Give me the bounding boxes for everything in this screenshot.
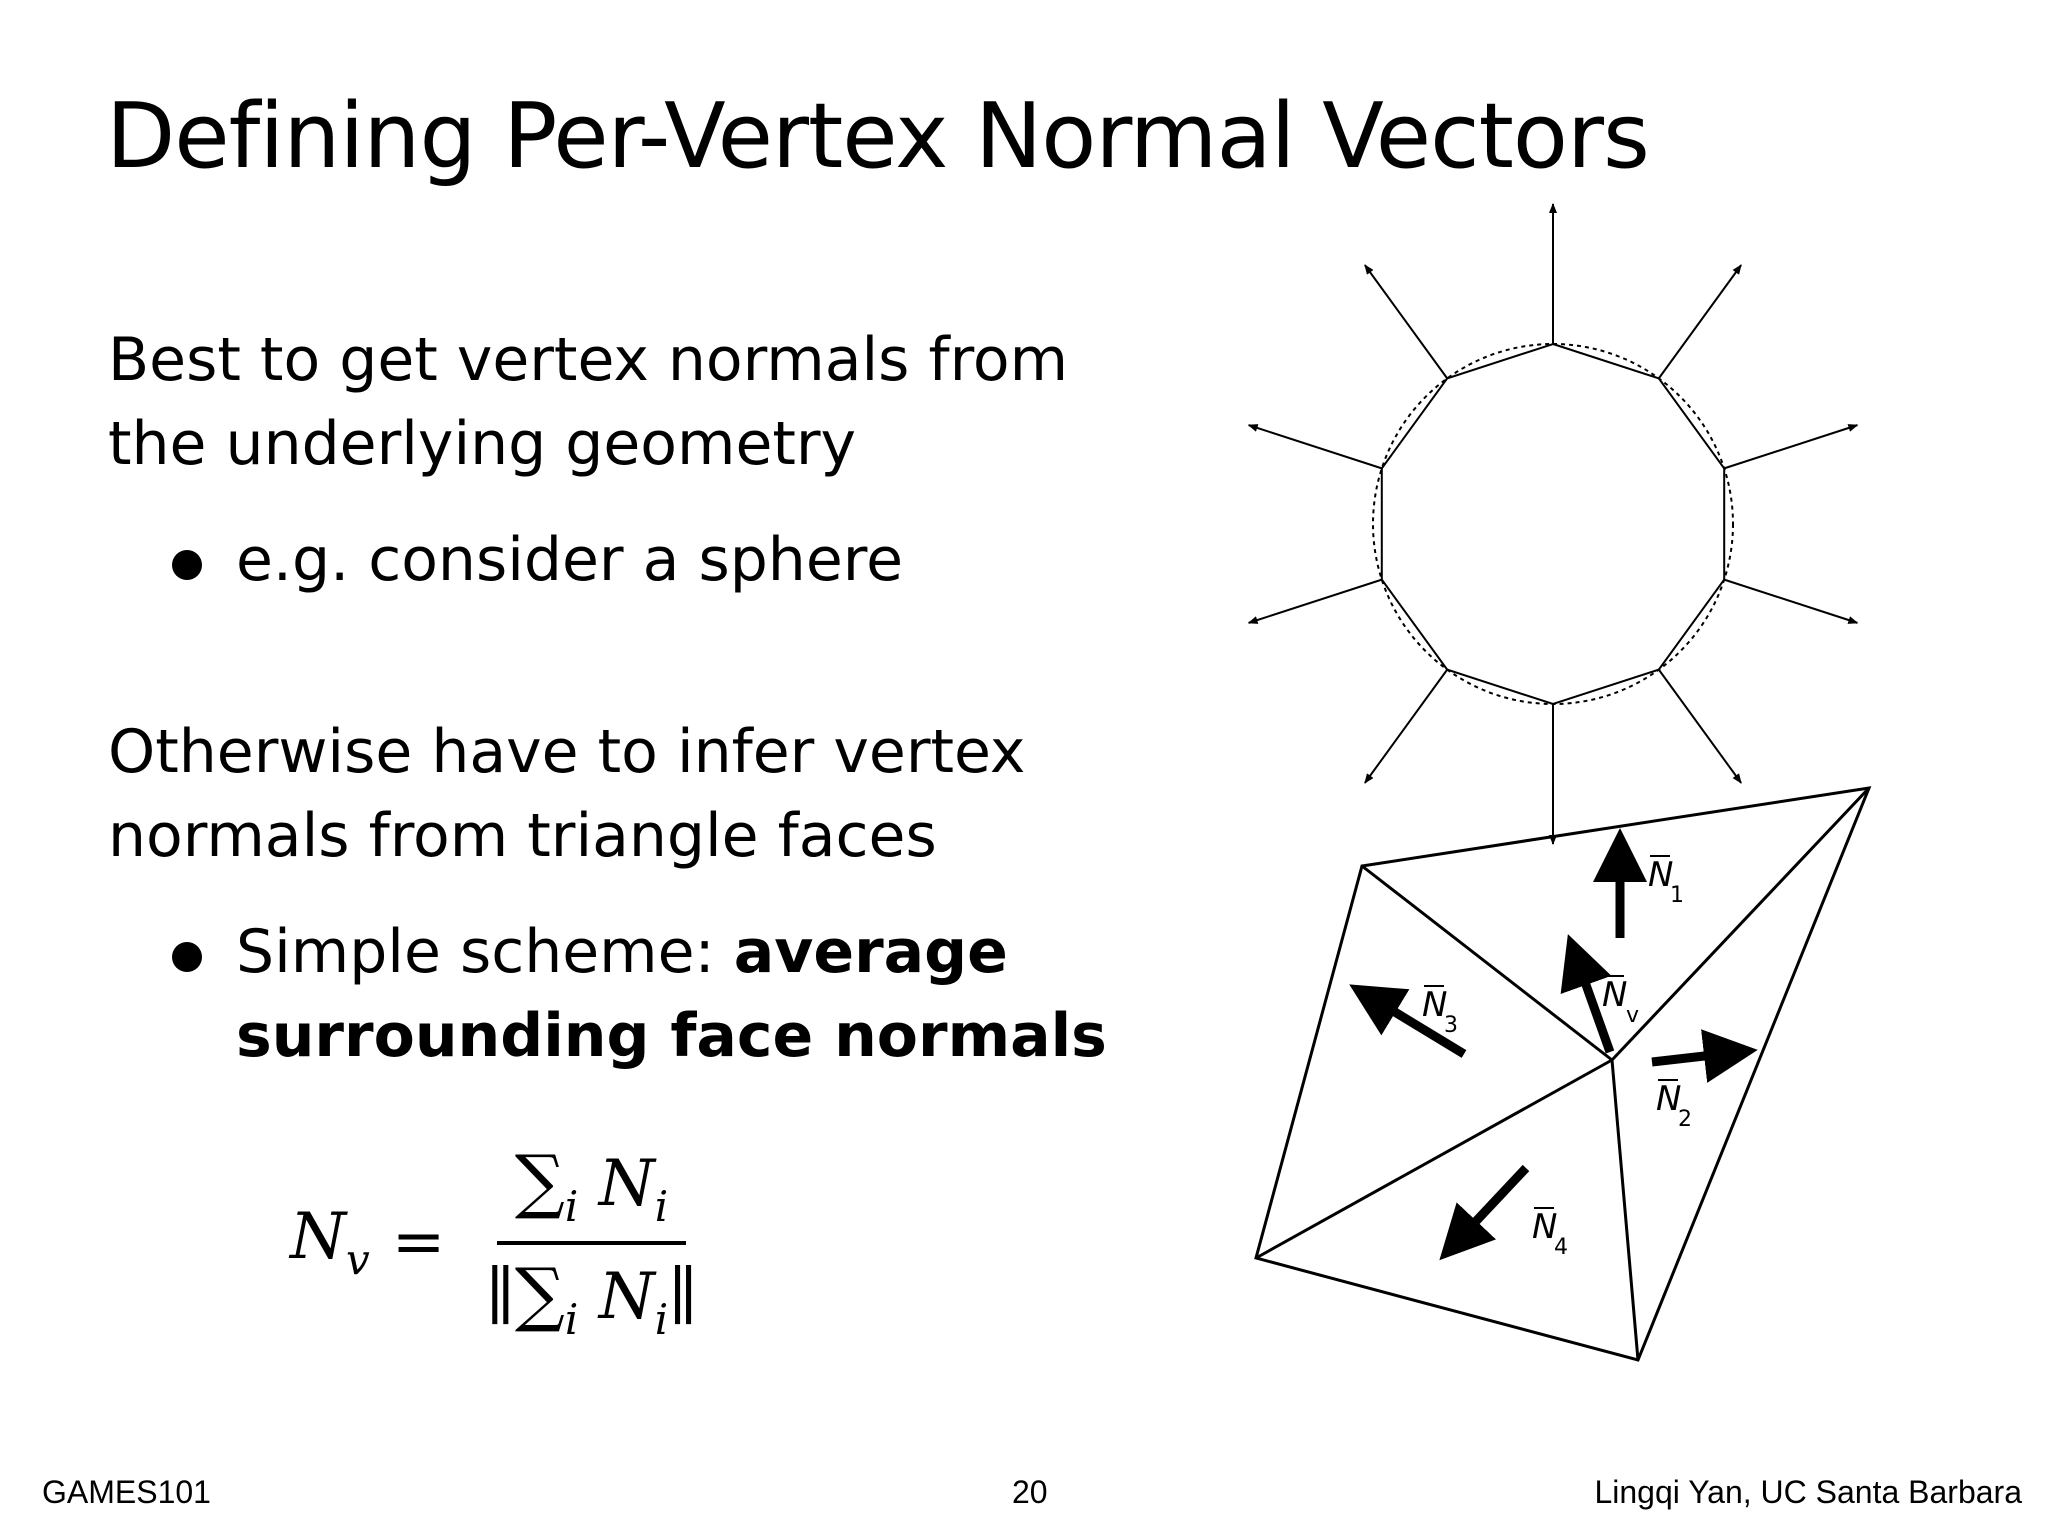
fan-outline	[1256, 788, 1869, 1360]
fan-edge	[1362, 866, 1612, 1060]
svg-text:N: N	[1602, 975, 1628, 1015]
svg-text:N: N	[1656, 1079, 1682, 1119]
paragraph-infer-line1: Otherwise have to infer vertex	[108, 717, 1026, 787]
slide-title: Defining Per-Vertex Normal Vectors	[106, 84, 1649, 189]
vertex-normal-arrows	[1249, 204, 1858, 844]
svg-text:N: N	[1422, 985, 1448, 1025]
svg-text:N: N	[1648, 855, 1674, 895]
bullet-scheme-bold-1: average	[733, 917, 1008, 987]
arrow-n4	[1464, 1168, 1526, 1234]
vertex-normal-arrow	[1724, 425, 1857, 468]
footer-course: GAMES101	[42, 1474, 211, 1510]
vertex-normal-arrow	[1365, 265, 1447, 378]
formula-numerator: $\sum_i$ $N_i$	[497, 1140, 686, 1245]
footer-author: Lingqi Yan, UC Santa Barbara	[1594, 1474, 2022, 1510]
svg-text:2: 2	[1678, 1107, 1692, 1132]
label-n2	[1656, 1079, 1692, 1132]
sphere-circle	[1373, 344, 1733, 704]
label-nv	[1602, 975, 1639, 1028]
svg-text:v: v	[1626, 1003, 1640, 1028]
fan-edge	[1612, 1060, 1638, 1360]
fan-edge	[1256, 1060, 1612, 1258]
paragraph-geometry-line2: the underlying geometry	[108, 409, 857, 479]
sphere-polygon-diagram	[1249, 204, 1858, 844]
arrow-n2	[1652, 1054, 1722, 1062]
decagon-polygon	[1382, 344, 1724, 704]
vertex-normal-arrow	[1724, 580, 1857, 623]
paragraph-geometry-line1: Best to get vertex normals from	[108, 325, 1069, 395]
bullet-scheme-plain: Simple scheme:	[236, 917, 734, 987]
formula-denominator: $\parallel\sum_i$ $N_i\parallel$	[485, 1253, 698, 1344]
footer-page-number: 20	[1012, 1474, 1048, 1510]
normal-labels	[1422, 855, 1692, 1260]
label-n4	[1532, 1207, 1568, 1260]
bullet-scheme-bold-2: surrounding face normals	[236, 1001, 1107, 1071]
fan-edge	[1612, 788, 1869, 1060]
vertex-normal-arrow	[1365, 670, 1447, 783]
label-n1	[1648, 855, 1684, 908]
svg-text:N: N	[1532, 1207, 1558, 1247]
vertex-normal-arrow	[1249, 425, 1382, 468]
vertex-normal-arrow	[1659, 265, 1741, 378]
svg-text:1: 1	[1670, 883, 1684, 908]
svg-text:3: 3	[1444, 1013, 1458, 1038]
bullet-sphere-text: e.g. consider a sphere	[236, 525, 904, 595]
paragraph-infer-line2: normals from triangle faces	[108, 801, 937, 871]
formula-equals: =	[391, 1205, 446, 1279]
formula-lhs: $N_v$	[290, 1200, 370, 1284]
vertex-normal-arrow	[1659, 670, 1741, 783]
vertex-normal-arrow	[1249, 580, 1382, 623]
triangle-fan-diagram	[1256, 788, 1869, 1360]
svg-text:4: 4	[1554, 1235, 1568, 1260]
